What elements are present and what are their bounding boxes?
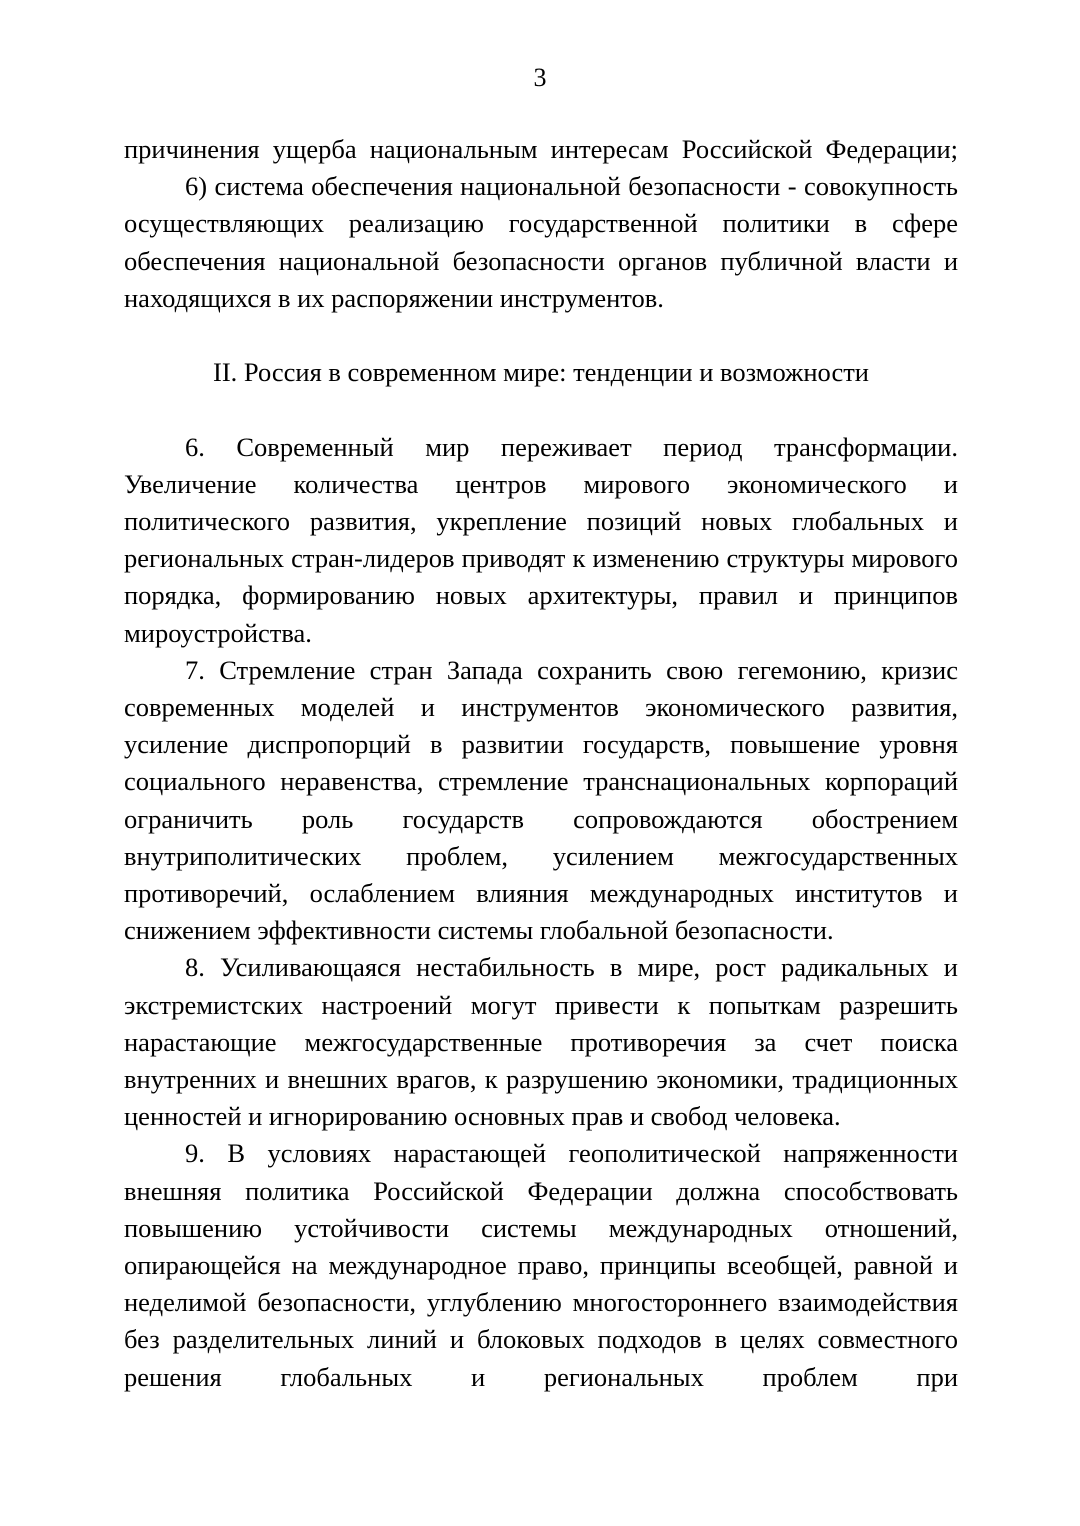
paragraph-9: 9. В условиях нарастающей геополитической напряженности внешняя политика Российской Федерации должна способствовать повышению устойчивости системы международных отношений, опирающейся на международное право, принципы всеобщей, равной и неделимой безопасности, углублению многостороннего взаимодействия без разделительных линий и блоковых подходов в целях совместного решения глобальных и региональных проблем при (124, 1138, 958, 1392)
paragraph-6: 6. Современный мир переживает период трансформации. Увеличение количества центров мирового экономического и политического развития, укрепление позиций новых глобальных и региональных стран-лидеров приводят к изменению структуры мирового порядка, формированию новых архитектуры, правил и принципов мироустройства. (124, 431, 958, 648)
page-number: 3 (533, 63, 547, 92)
paragraph-continuation: причинения ущерба национальным интересам Российской Федерации; (124, 134, 958, 164)
paragraph-8: 8. Усиливающаяся нестабильность в мире, рост радикальных и экстремистских настроений могут привести к попыткам разрешить нарастающие межгосударственные противоречия за счет поиска внутренних и внешних врагов, к разрушению экономики, традиционных ценностей и игнорированию основных прав и свобод человека. (124, 952, 958, 1132)
heading-spacer-below (124, 391, 958, 428)
paragraph-7: 7. Стремление стран Запада сохранить свою гегемонию, кризис современных моделей и инструментов экономического развития, усиление диспропорций в развитии государств, повышение уровня социального неравенства, стремление транснациональных корпораций ограничить роль государств сопровождаются обострением внутриполитических проблем, усилением межгосударственных противоречий, ослаблением влияния международных институтов и снижением эффективности системы глобальной безопасности. (124, 654, 958, 946)
section-heading: II. Россия в современном мире: тенденции и возможности (213, 357, 869, 388)
list-item-6: 6) система обеспечения национальной безопасности - совокупность осуществляющих реализацию государственной политики в сфере обеспечения национальной безопасности органов публичной власти и находящихся в их распоряжении инструментов. (124, 171, 958, 313)
heading-spacer-above (124, 317, 958, 354)
document-body (124, 131, 958, 1396)
